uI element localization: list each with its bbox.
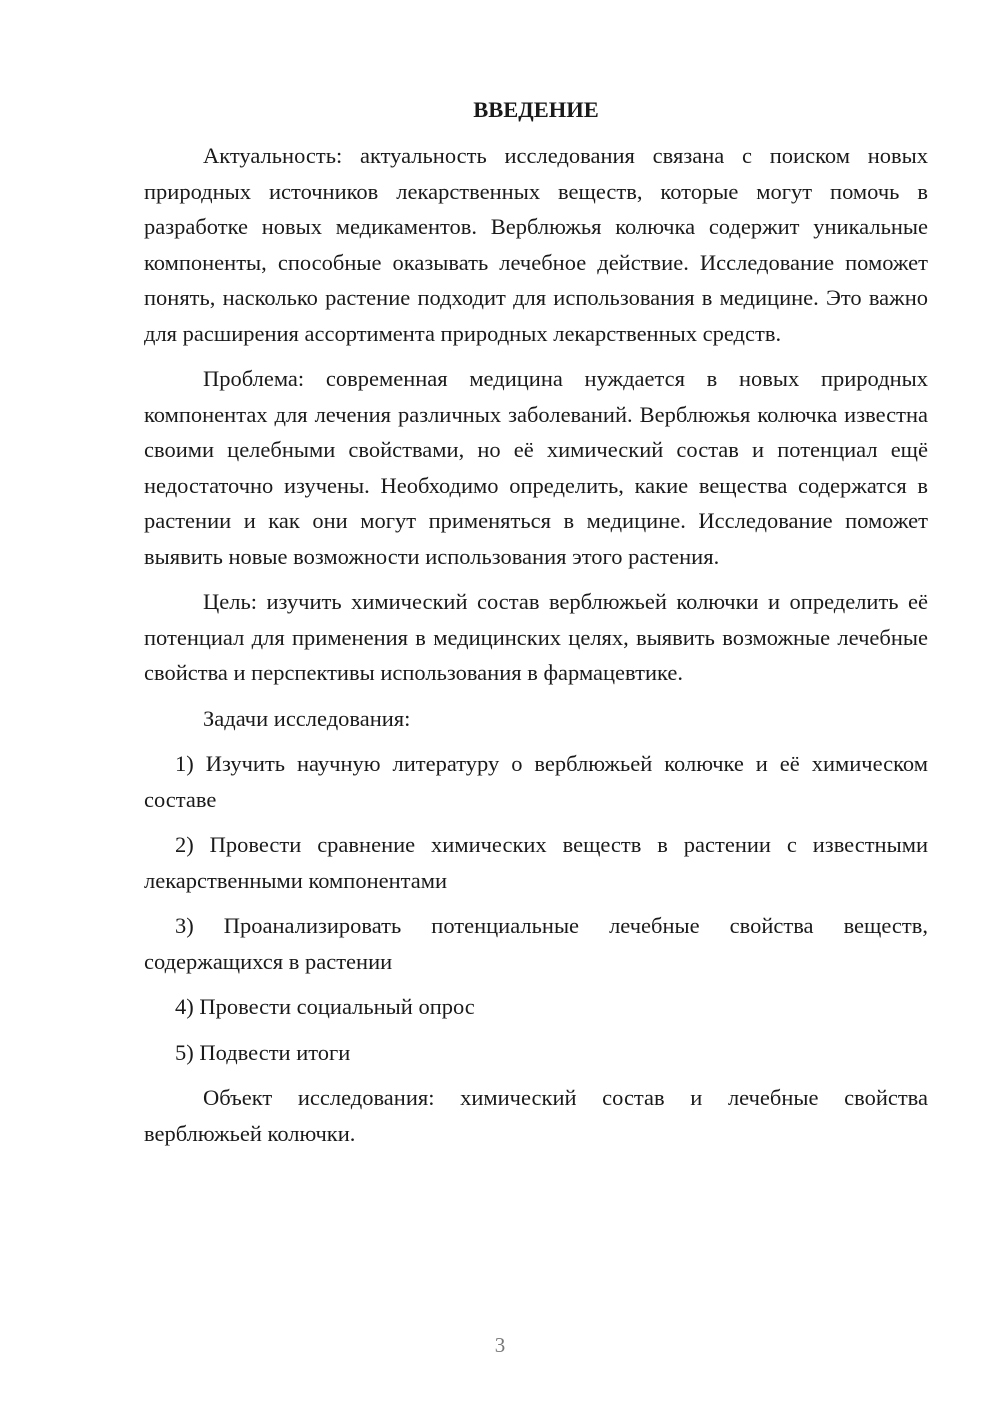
task-item: 2) Провести сравнение химических веществ в растении с известными лекарственными компонентами [144, 832, 928, 893]
task-item: 3) Проанализировать потенциальные лечебные свойства веществ, содержащихся в растении [144, 913, 928, 974]
task-item: 5) Подвести итоги [175, 1039, 351, 1065]
object-paragraph: Объект исследования: химический состав и лечебные свойства верблюжьей колючки. [144, 1085, 928, 1146]
tasks-title: Задачи исследования: [203, 705, 411, 731]
task-item: 1) Изучить научную литературу о верблюжьей колючке и её химическом составе [144, 751, 928, 812]
problem-paragraph: Проблема: современная медицина нуждается в новых природных компонентах для лечения различных заболеваний. Верблюжья колючка известна своими целебными свойствами, но её химический состав и потенциал ещё недостаточно изучены. Необходимо определить, какие вещества содержатся в растении и как они могут применяться в медицине. Исследование поможет выявить новые возможности использования этого растения. [144, 366, 928, 569]
tasks-list [144, 746, 928, 1070]
goal-paragraph: Цель: изучить химический состав верблюжьей колючки и определить её потенциал для применения в медицинских целях, выявить возможные лечебные свойства и перспективы использования в фармацевтике. [144, 589, 928, 685]
document-heading: ВВЕДЕНИЕ [473, 97, 599, 122]
relevance-paragraph: Актуальность: актуальность исследования связана с поиском новых природных источников лекарственных веществ, которые могут помочь в разработке новых медикаментов. Верблюжья колючка содержит уникальные компоненты, способные оказывать лечебное действие. Исследование поможет понять, насколько растение подходит для использования в медицине. Это важно для расширения ассортимента природных лекарственных средств. [144, 143, 928, 346]
document-page [144, 92, 928, 1161]
task-item: 4) Провести социальный опрос [175, 994, 475, 1019]
page-number: 3 [494, 1333, 506, 1357]
